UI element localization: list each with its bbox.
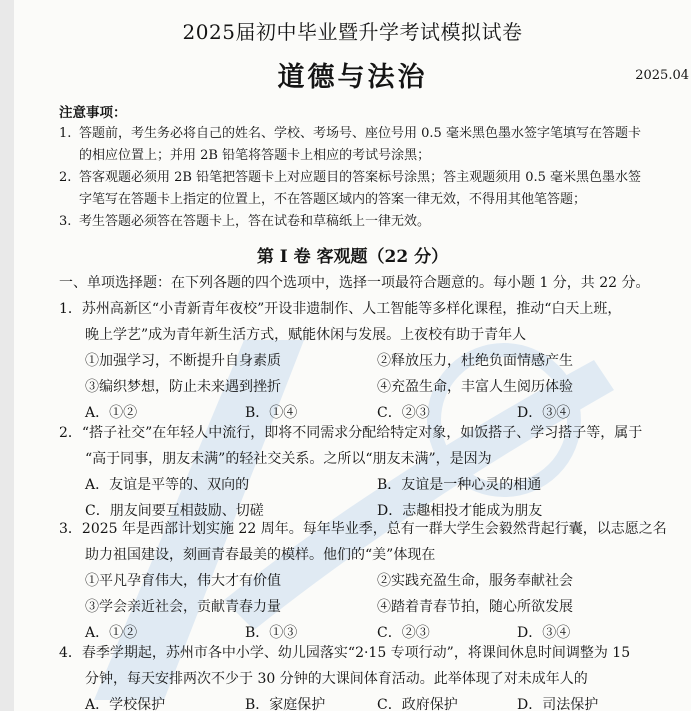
question-2 bbox=[59, 420, 691, 524]
option-d: D．③④ bbox=[517, 405, 571, 421]
statement: ③编织梦想，防止未来遇到挫折 bbox=[85, 379, 281, 395]
option-a: A．学校保护 bbox=[85, 697, 166, 711]
question-stem: 4．春季学期起，苏州市各中小学、幼儿园落实“2·15 专项行动”，将课间休息时间调整为 15 bbox=[59, 645, 631, 661]
statement: ④踏着青春节拍，随心所欲发展 bbox=[377, 599, 573, 615]
option-c: C．朋友间要互相鼓励、切磋 bbox=[85, 503, 264, 519]
section-title: 第 I 卷 客观题（22 分） bbox=[256, 247, 449, 267]
statement: ②释放压力，杜绝负面情感产生 bbox=[377, 353, 573, 369]
question-stem: 2．“搭子社交”在年轻人中流行，即将不同需求分配给特定对象，如饭搭子、学习搭子等，属于 bbox=[59, 425, 643, 441]
statement: ①平凡孕育伟大，伟大才有价值 bbox=[85, 573, 281, 589]
note-number: 2. bbox=[59, 170, 72, 185]
question-stem-cont: 分钟，每天安排两次不少于 30 分钟的大课间体育活动。此举体现了对未成年人的 bbox=[85, 671, 588, 687]
statement: ④充盈生命，丰富人生阅历体验 bbox=[377, 379, 573, 395]
question-4 bbox=[59, 640, 691, 711]
option-a: A．①② bbox=[85, 405, 138, 421]
option-b: B．①③ bbox=[245, 625, 298, 641]
question-stem-cont: “高于同事，朋友未满”的轻社交关系。之所以“朋友未满”，是因为 bbox=[85, 451, 492, 467]
note-text: 答题前，考生务必将自己的姓名、学校、考场号、座位号用 0.5 毫米黑色墨水签字笔填写在答题卡 bbox=[79, 126, 641, 141]
exam-title: 2025届初中毕业暨升学考试模拟试卷 bbox=[182, 20, 523, 44]
statement: ②实践充盈生命，服务奉献社会 bbox=[377, 573, 573, 589]
statement-row bbox=[59, 348, 691, 374]
question-3 bbox=[59, 516, 691, 646]
note-item bbox=[59, 123, 689, 167]
subject-title: 道德与法治 bbox=[277, 62, 428, 93]
note-item bbox=[59, 211, 689, 233]
statement-row bbox=[59, 594, 691, 620]
statement-row bbox=[59, 374, 691, 400]
option-d: D．③④ bbox=[517, 625, 571, 641]
option-d: D．志趣相投才能成为朋友 bbox=[377, 503, 543, 519]
option-d: D．司法保护 bbox=[517, 697, 599, 711]
option-c: C．②③ bbox=[377, 625, 430, 641]
question-stem: 1．苏州高新区“小青新青年夜校”开设非遗制作、人工智能等多样化课程，推动“白天上班， bbox=[59, 301, 622, 317]
exam-date: 2025.04 bbox=[635, 68, 689, 83]
option-c: C．政府保护 bbox=[377, 697, 458, 711]
option-b: B．家庭保护 bbox=[245, 697, 326, 711]
statement: ③学会亲近社会，贡献青春力量 bbox=[85, 599, 281, 615]
note-text-cont: 字笔写在答题卡上指定的位置上，不在答题区域内的答案一律无效，不得用其他笔答题； bbox=[79, 192, 587, 207]
exam-paper bbox=[14, 0, 691, 711]
option-b: B．①④ bbox=[245, 405, 298, 421]
notes-heading: 注意事项： bbox=[59, 105, 127, 121]
note-text-cont: 的相应位置上；并用 2B 铅笔将答题卡上相应的考试号涂黑； bbox=[79, 148, 431, 163]
note-number: 3. bbox=[59, 214, 72, 229]
option-row bbox=[59, 472, 691, 498]
statement-row bbox=[59, 568, 691, 594]
option-row bbox=[59, 692, 691, 711]
question-stem: 3．2025 年是西部计划实施 22 周年。每年毕业季，总有一群大学生会毅然背起行囊，以志愿之名 bbox=[59, 521, 667, 537]
question-stem-cont: 助力祖国建设，刻画青春最美的模样。他们的“美”体现在 bbox=[85, 547, 436, 563]
option-b: B．友谊是一种心灵的相通 bbox=[377, 477, 542, 493]
statement: ①加强学习，不断提升自身素质 bbox=[85, 353, 281, 369]
question-stem-cont: 晚上学艺”成为青年新生活方式，赋能休闲与发展。上夜校有助于青年人 bbox=[85, 327, 527, 343]
note-text: 答客观题必须用 2B 铅笔把答题卡上对应题目的答案标号涂黑；答主观题须用 0.5 毫米黑色墨水签 bbox=[79, 170, 642, 185]
note-number: 1. bbox=[59, 126, 72, 141]
option-c: C．②③ bbox=[377, 405, 430, 421]
section-instruction: 一、单项选择题：在下列各题的四个选项中，选择一项最符合题意的。每小题 1 分，共 22 分。 bbox=[59, 275, 650, 291]
note-item bbox=[59, 167, 689, 211]
option-a: A．友谊是平等的、双向的 bbox=[85, 477, 250, 493]
note-text: 考生答题必须答在答题卡上，答在试卷和草稿纸上一律无效。 bbox=[79, 214, 431, 229]
option-a: A．①② bbox=[85, 625, 138, 641]
question-1 bbox=[59, 296, 691, 426]
